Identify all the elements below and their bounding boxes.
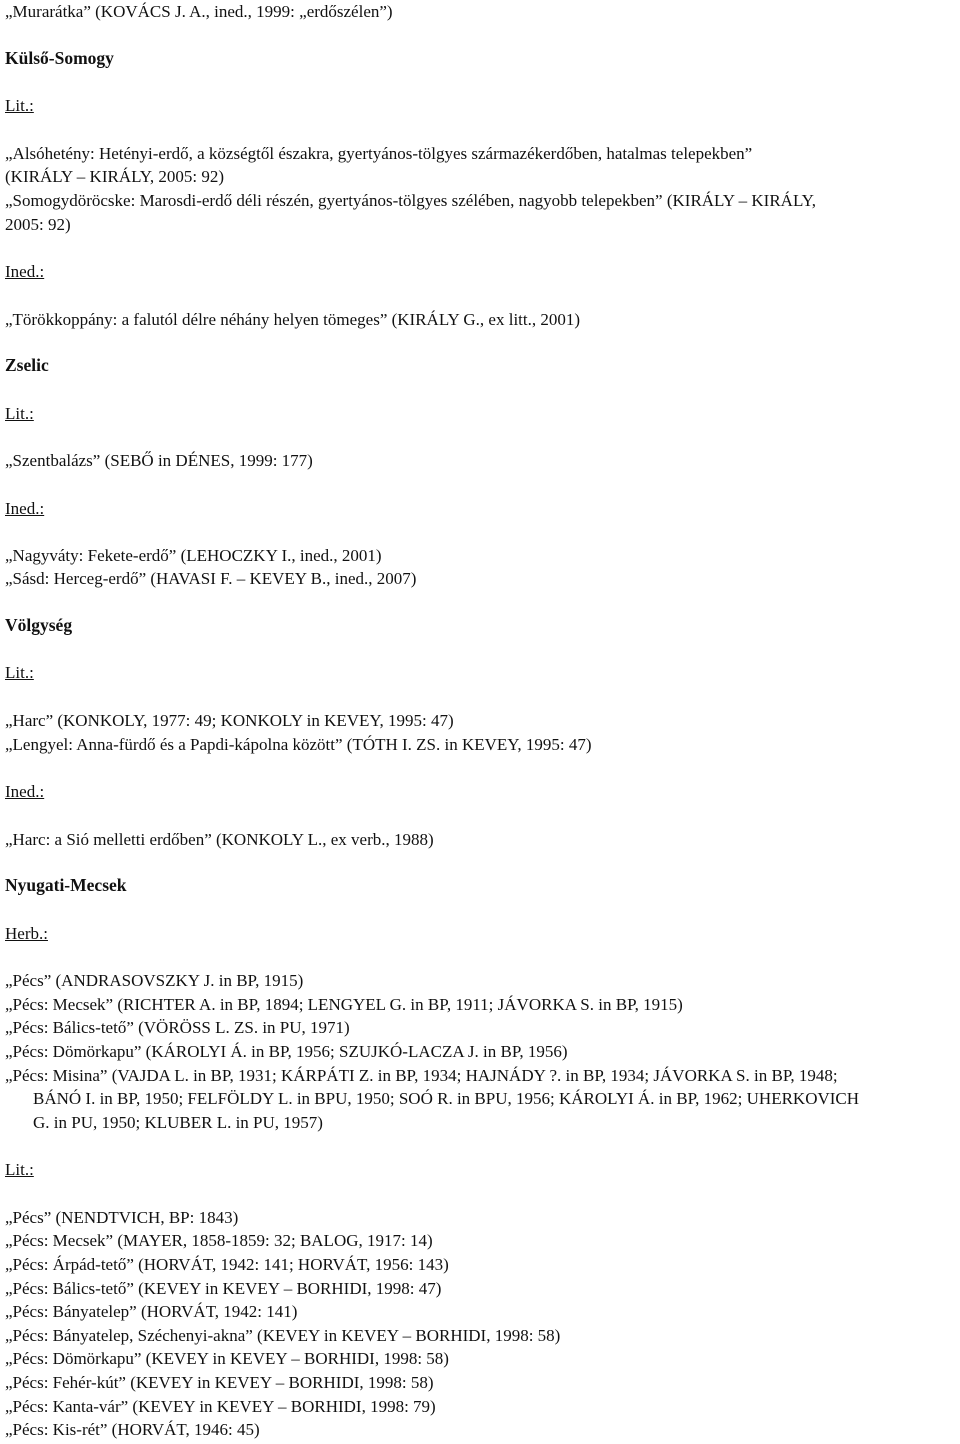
- source-label: Ined.:: [5, 499, 45, 518]
- locality-entry: „Szentbalázs” (SEBŐ in DÉNES, 1999: 177): [5, 451, 313, 470]
- source-label: Ined.:: [5, 262, 45, 281]
- locality-entry: „Pécs” (NENDTVICH, BP: 1843): [5, 1208, 239, 1227]
- locality-entry: „Törökkoppány: a falutól délre néhány helyen tömeges” (KIRÁLY G., ex litt., 2001): [5, 310, 581, 329]
- locality-entry: „Somogydöröcske: Marosdi-erdő déli részén, gyertyános-tölgyes szélében, nagyobb telepekben” (KIRÁLY – KIRÁLY,: [5, 191, 816, 210]
- locality-entry: „Pécs: Bányatelep” (HORVÁT, 1942: 141): [5, 1302, 298, 1321]
- section-heading: Nyugati-Mecsek: [5, 875, 127, 895]
- locality-entry: „Harc: a Sió melletti erdőben” (KONKOLY L., ex verb., 1988): [5, 830, 434, 849]
- locality-entry-continuation: BÁNÓ I. in BP, 1950; FELFÖLDY L. in BPU, 1950; SOÓ R. in BPU, 1956; KÁROLYI Á. in BP, 1962; UHERKOVICH: [33, 1089, 860, 1108]
- locality-entry: „Pécs: Bányatelep, Széchenyi-akna” (KEVEY in KEVEY – BORHIDI, 1998: 58): [5, 1326, 561, 1345]
- locality-entry: „Pécs: Bálics-tető” (VÖRÖSS L. ZS. in PU, 1971): [5, 1018, 350, 1037]
- locality-entry: „Pécs: Kanta-vár” (KEVEY in KEVEY – BORHIDI, 1998: 79): [5, 1397, 436, 1416]
- source-label: Lit.:: [5, 663, 34, 682]
- locality-entry: „Pécs: Mecsek” (MAYER, 1858-1859: 32; BALOG, 1917: 14): [5, 1231, 433, 1250]
- section-heading: Völgység: [5, 615, 73, 635]
- locality-entry: „Pécs” (ANDRASOVSZKY J. in BP, 1915): [5, 971, 304, 990]
- source-label: Ined.:: [5, 782, 45, 801]
- locality-entry: „Pécs: Árpád-tető” (HORVÁT, 1942: 141; HORVÁT, 1956: 143): [5, 1255, 449, 1274]
- locality-entry: „Pécs: Fehér-kút” (KEVEY in KEVEY – BORHIDI, 1998: 58): [5, 1373, 434, 1392]
- source-label: Lit.:: [5, 96, 34, 115]
- locality-entry: „Murarátka” (KOVÁCS J. A., ined., 1999: „erdőszélen”): [5, 2, 393, 21]
- section-heading: Zselic: [5, 355, 49, 375]
- locality-entry: „Harc” (KONKOLY, 1977: 49; KONKOLY in KEVEY, 1995: 47): [5, 711, 454, 730]
- section-heading: Külső-Somogy: [5, 48, 114, 68]
- locality-entry: „Pécs: Mecsek” (RICHTER A. in BP, 1894; LENGYEL G. in BP, 1911; JÁVORKA S. in BP, 1915): [5, 995, 683, 1014]
- locality-entry-continuation: G. in PU, 1950; KLUBER L. in PU, 1957): [33, 1113, 323, 1132]
- source-label: Herb.:: [5, 924, 48, 943]
- locality-entry: „Alsóhetény: Hetényi-erdő, a községtől északra, gyertyános-tölgyes származékerdőben, hatalmas telepekben”: [5, 144, 753, 163]
- source-label: Lit.:: [5, 404, 34, 423]
- locality-entry: „Sásd: Herceg-erdő” (HAVASI F. – KEVEY B., ined., 2007): [5, 569, 417, 588]
- locality-entry: (KIRÁLY – KIRÁLY, 2005: 92): [5, 167, 224, 186]
- locality-entry: „Nagyváty: Fekete-erdő” (LEHOCZKY I., ined., 2001): [5, 546, 382, 565]
- locality-entry: „Pécs: Kis-rét” (HORVÁT, 1946: 45): [5, 1420, 260, 1439]
- locality-entry: „Pécs: Dömörkapu” (KEVEY in KEVEY – BORHIDI, 1998: 58): [5, 1349, 449, 1368]
- locality-entry: „Pécs: Bálics-tető” (KEVEY in KEVEY – BORHIDI, 1998: 47): [5, 1279, 442, 1298]
- source-label: Lit.:: [5, 1160, 34, 1179]
- locality-entry: „Pécs: Misina” (VAJDA L. in BP, 1931; KÁRPÁTI Z. in BP, 1934; HAJNÁDY ?. in BP, 1934; JÁVORKA S. in BP, 1948;: [5, 1066, 838, 1085]
- locality-entry: 2005: 92): [5, 215, 71, 234]
- locality-entry: „Pécs: Dömörkapu” (KÁROLYI Á. in BP, 1956; SZUJKÓ-LACZA J. in BP, 1956): [5, 1042, 568, 1061]
- locality-entry: „Lengyel: Anna-fürdő és a Papdi-kápolna között” (TÓTH I. ZS. in KEVEY, 1995: 47): [5, 735, 592, 754]
